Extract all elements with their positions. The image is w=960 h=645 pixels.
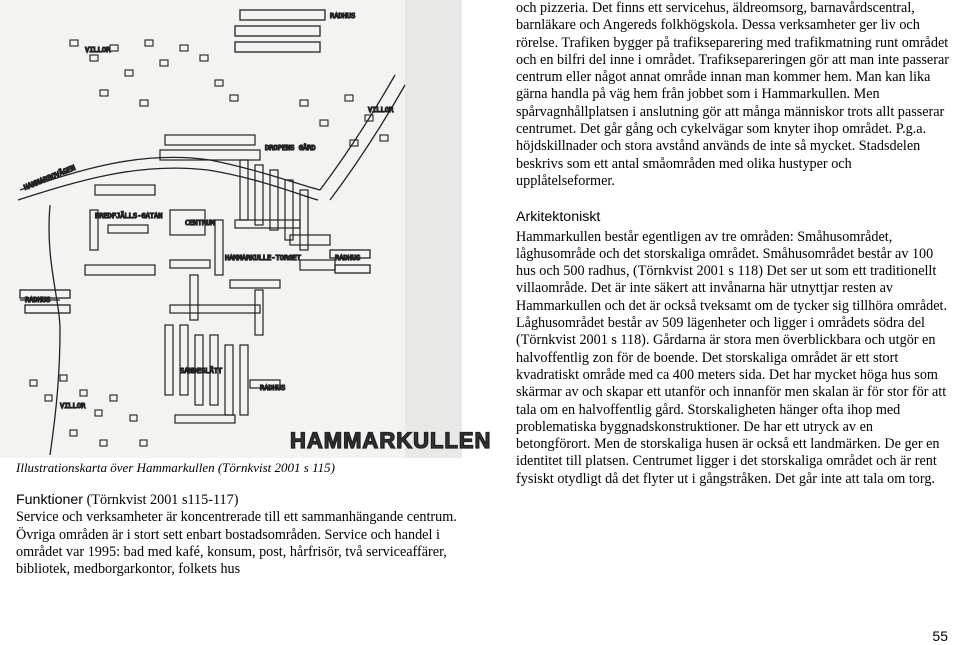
architecture-heading: Arkitektoniskt <box>516 209 601 226</box>
label-villor-bottom: VILLOR <box>60 402 86 410</box>
label-radhus-right: RADHUS <box>335 254 361 262</box>
label-centrum: CENTRUM <box>185 219 215 227</box>
architecture-paragraph: Hammarkullen består egentligen av tre områden: Småhusområdet, låghusområde och det storskaliga området. Småhusområdet består av 100 hus och 500 radhus, (Törnkvist 2001 s 118) Det ser ut som ett traditionellt villaområde. Det är inte säkert att invånarna här utnyttjar resten av Hammarkullen och det är också tveksamt om de tycker sig tillhöra området. Låghusområdet består av 509 lägenheter och ligger i områdets södra del (Törnkvist 2001 s 118). Gårdarna är stora men överblickbara och utgör en halvoffentlig zon för de boende. Det storskaliga området är ett stort kvadratiskt område med ca 400 meters sida. Det har mycket höga hus som skärmar av och skapar ett utanför och innanför men skalan är för stor för att tala om en halvoffentlig gård. Storskaligheten hänger ofta ihop med problematiska byggnadskonstruktioner. De har ett utryck av en betongförort. Men de storskaliga husen är också ett landmärken. De ger en identitet till platsen. Centrumet ligger i det storskaliga området och är rent fysiskt otydligt då det flyter ut i gångstråken. Det går inte att tala om torg. <box>516 228 948 487</box>
label-bredfjallsgatan: BREDFJÄLLS-GATAN <box>95 212 163 220</box>
map-caption: Illustrationskarta över Hammarkullen (Törnkvist 2001 s 115) <box>16 460 335 475</box>
left-column <box>16 492 466 578</box>
label-hammarkullen: HAMMARKULLEN <box>290 428 492 453</box>
label-villor-right: VILLOR <box>368 106 394 114</box>
label-sandeslatt: SANDESLÄTT <box>180 367 223 375</box>
label-radhus-top: RADHUS <box>330 12 356 20</box>
illustration-map <box>0 0 492 458</box>
label-radhus-bottom: RADHUS <box>260 384 286 392</box>
functions-body: Service och verksamheter är koncentrerade till ett sammanhängande centrum. Övriga områden är i stort sett enbart bostadsområden. Service och handel i området var 1995: bad med kafé, konsum, post, hårfrisör, två serviceaffärer, bibliotek, medborgarkontor, folkets hus <box>16 509 457 578</box>
label-hammarbovagen: HAMMARBOVÄGEN <box>22 163 77 192</box>
page-number: 55 <box>932 628 948 644</box>
functions-heading: Funktioner <box>16 492 84 508</box>
label-hammarkulletorget: HAMMARKULLE-TORGET <box>225 254 301 262</box>
label-villor-top: VILLOR <box>85 46 111 54</box>
functions-heading-ref: (Törnkvist 2001 s115-117) <box>83 492 239 508</box>
label-dropens-gard: DROPENS GÅRD <box>265 144 316 152</box>
label-radhus-left: RADHUS <box>25 296 51 304</box>
services-paragraph: och pizzeria. Det finns ett servicehus, äldreomsorg, barnavårdscentral, barnläkare och Angereds folkhögskola. Dessa verksamheter ger liv och rörelse. Trafiken bygger på trafikseparering med trafikmatning runt området och en bilfri del inne i området. Trafiksepareringen gör att man inte passerar centrum eller något annat område innan man kommer hem. Man kan lika gärna handla på väg hem från jobbet som i Hammarkullen. Men spårvagnhållplatsen i anslutning gör att många människor trots allt passerar centrumet. Det går gång och cykelvägar som knyter ihop området. P.g.a. höjdskillnader och stora avstånd används de inte så mycket. Stadsdelen beskrivs som ett antal småområden med olika hustyper och upplåtelseformer. <box>516 0 949 189</box>
right-column <box>516 0 950 488</box>
map-drawing <box>0 0 492 458</box>
